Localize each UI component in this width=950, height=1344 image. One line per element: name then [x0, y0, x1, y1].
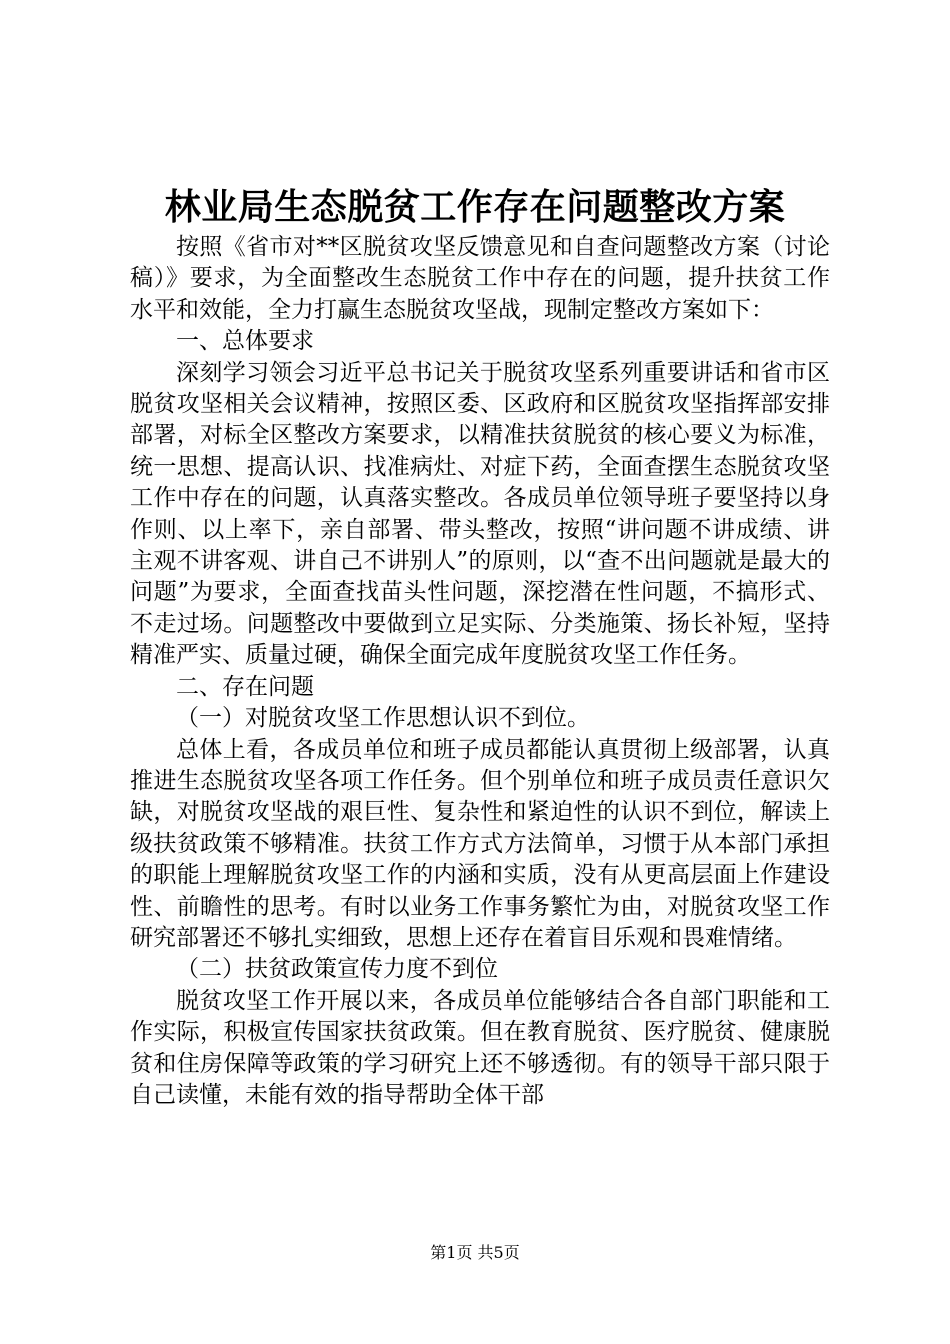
subsection-1-paragraph: 总体上看，各成员单位和班子成员都能认真贯彻上级部署，认真推进生态脱贫攻坚各项工作任务。但个别单位和班子成员责任意识欠缺，对脱贫攻坚战的艰巨性、复杂性和紧迫性的认识不到位，解读上级扶贫政策不够精准。扶贫工作方式方法简单，习惯于从本部门承担的职能上理解脱贫攻坚工作的内涵和实质，没有从更高层面上作建设性、前瞻性的思考。有时以业务工作事务繁忙为由，对脱贫攻坚工作研究部署还不够扎实细致，思想上还存在着盲目乐观和畏难情绪。 — [130, 736, 830, 951]
intro-paragraph: 按照《省市对**区脱贫攻坚反馈意见和自查问题整改方案（讨论稿）》要求，为全面整改生态脱贫工作中存在的问题，提升扶贫工作水平和效能，全力打赢生态脱贫攻坚战，现制定整改方案如下： — [130, 234, 830, 323]
page-footer: 第1页 共5页 — [430, 1243, 520, 1262]
section-heading-existing-problems: 二、存在问题 — [176, 673, 314, 700]
subsection-heading-2: （二）扶贫政策宣传力度不到位 — [176, 956, 498, 983]
subsection-2-paragraph: 脱贫攻坚工作开展以来，各成员单位能够结合各自部门职能和工作实际，积极宣传国家扶贫政策。但在教育脱贫、医疗脱贫、健康脱贫和住房保障等政策的学习研究上还不够透彻。有的领导干部只限于自己读懂，未能有效的指导帮助全体干部 — [130, 987, 830, 1108]
document-title: 林业局生态脱贫工作存在问题整改方案 — [164, 187, 786, 228]
general-requirements-paragraph: 深刻学习领会习近平总书记关于脱贫攻坚系列重要讲话和省市区脱贫攻坚相关会议精神，按照区委、区政府和区脱贫攻坚指挥部安排部署，对标全区整改方案要求，以精准扶贫脱贫的核心要义为标准，统一思想、提高认识、找准病灶、对症下药，全面查摆生态脱贫攻坚工作中存在的问题，认真落实整改。各成员单位领导班子要坚持以身作则、以上率下，亲自部署、带头整改，按照“讲问题不讲成绩、讲主观不讲客观、讲自己不讲别人”的原则，以“查不出问题就是最大的问题”为要求，全面查找苗头性问题，深挖潜在性问题，不搞形式、不走过场。问题整改中要做到立足实际、分类施策、扬长补短，坚持精准严实、质量过硬，确保全面完成年度脱贫攻坚工作任务。 — [130, 359, 830, 669]
document-body — [130, 232, 830, 1111]
section-heading-general-requirements: 一、总体要求 — [176, 328, 314, 355]
subsection-heading-1: （一）对脱贫攻坚工作思想认识不到位。 — [176, 705, 590, 732]
